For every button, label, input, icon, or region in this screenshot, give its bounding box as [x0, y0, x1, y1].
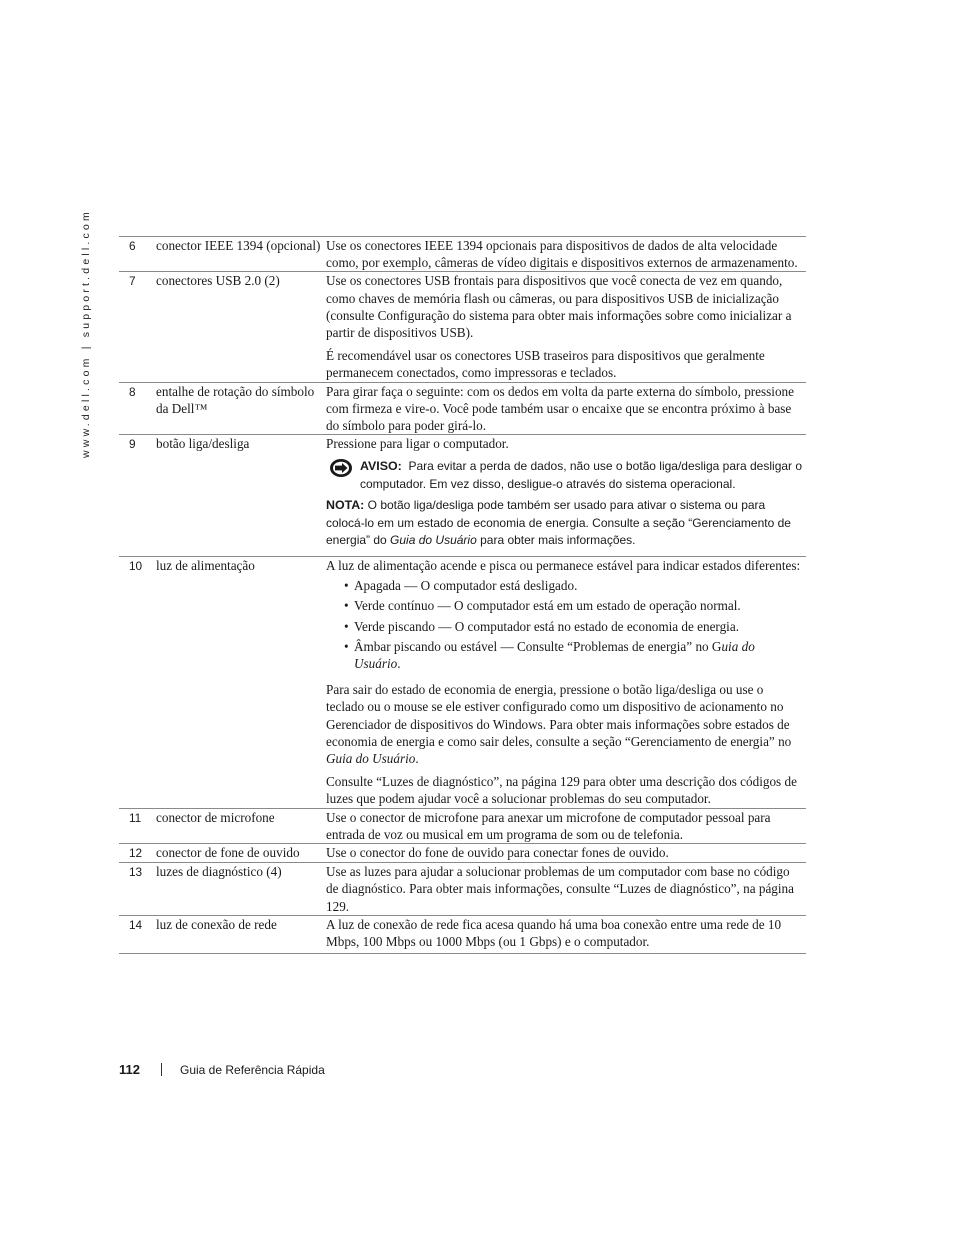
description-text: A luz de conexão de rede fica acesa quando há uma boa conexão entre uma rede de 10 Mbps, 100 Mbps ou 1000 Mbps (ou 1 Gbps) e o computador.	[326, 916, 782, 949]
note-label: NOTA:	[326, 498, 365, 513]
description-text-2	[326, 681, 804, 767]
row-number: 12	[119, 843, 156, 862]
table-row	[119, 843, 806, 862]
bullet-icon: •	[344, 578, 349, 594]
row-number: 6	[119, 237, 156, 272]
description-text: Use as luzes para ajudar a solucionar problemas de um computador com base no código de diagnóstico. Para obter mais informações, consulte “Luzes de diagnóstico”, na página 129.	[326, 864, 795, 914]
note-text-end: para obter mais informações.	[476, 533, 636, 548]
table-row	[119, 237, 806, 272]
notice-arrow-icon	[329, 458, 353, 484]
description-text-2: É recomendável usar os conectores USB traseiros para dispositivos que geralmente permanecem conectados, como impressoras e teclados.	[326, 348, 765, 381]
bullet-icon: •	[344, 638, 349, 654]
sidebar-url: www.dell.com | support.dell.com	[80, 209, 92, 458]
description-text: Use o conector de microfone para anexar um microfone de computador pessoal para entrada de voz ou musical em um programa de som ou de telefonia.	[326, 809, 771, 842]
row-number: 8	[119, 382, 156, 435]
row-name: luzes de diagnóstico (4)	[156, 863, 326, 916]
description-text: Use o conector do fone de ouvido para conectar fones de ouvido.	[326, 844, 669, 860]
bullet-icon: •	[344, 618, 349, 634]
row-description	[326, 382, 806, 435]
row-description	[326, 863, 806, 916]
description-text-3: Consulte “Luzes de diagnóstico”, na página 129 para obter uma descrição dos códigos de luzes que podem ajudar você a solucionar problemas do seu computador.	[326, 774, 797, 807]
row-description	[326, 237, 806, 272]
table-row	[119, 863, 806, 916]
list-item-text: Verde piscando — O computador está no estado de economia de energia.	[354, 618, 739, 634]
list-item	[326, 577, 804, 594]
row-number: 10	[119, 556, 156, 808]
description-italic: Guia do Usuário	[326, 750, 416, 766]
list-item-text: Âmbar piscando ou estável — Consulte “Problemas de energia” no G	[354, 638, 722, 654]
table-row	[119, 808, 806, 843]
notice-text: Para evitar a perda de dados, não use o botão liga/desliga para desligar o computador. Em vez disso, desligue-o através do sistema operacional.	[360, 459, 803, 491]
footer-title: Guia de Referência Rápida	[179, 1063, 325, 1077]
row-number: 11	[119, 808, 156, 843]
list-item-text: Verde contínuo — O computador está em um estado de operação normal.	[354, 598, 741, 614]
notice-block	[326, 458, 804, 493]
table-row	[119, 556, 806, 808]
description-text: Para girar faça o seguinte: com os dedos em volta da parte externa do símbolo, pressione com firmeza e vire-o. Você pode também usar o encaixe que se encontra próximo à base do símbolo para poder girá-lo.	[326, 383, 795, 434]
row-description	[326, 808, 806, 843]
row-description	[326, 272, 806, 382]
row-name: conector de fone de ouvido	[156, 843, 326, 862]
row-number: 13	[119, 863, 156, 916]
list-item	[326, 618, 804, 635]
row-name: entalhe de rotação do símbolo da Dell™	[156, 382, 326, 435]
row-description	[326, 843, 806, 862]
notice-label: AVISO:	[360, 459, 402, 474]
row-description	[326, 556, 806, 808]
row-name: luz de alimentação	[156, 556, 326, 808]
row-number: 14	[119, 915, 156, 953]
page-footer	[119, 1062, 325, 1077]
row-description	[326, 435, 806, 557]
row-name: conector IEEE 1394 (opcional)	[156, 237, 326, 272]
note-text: O botão liga/desliga pode também ser usado para ativar o sistema ou para colocá-lo em um estado de economia de energia. Consulte a seção “Gerenciamento de energia” do	[326, 498, 791, 548]
footer-divider	[161, 1063, 162, 1076]
row-name: conectores USB 2.0 (2)	[156, 272, 326, 382]
table-row	[119, 382, 806, 435]
list-item-text: Apagada — O computador está desligado.	[354, 578, 578, 594]
description-text-2b: .	[415, 750, 419, 766]
description-text: Pressione para ligar o computador.	[326, 436, 509, 452]
row-number: 9	[119, 435, 156, 557]
description-text: Use os conectores IEEE 1394 opcionais para dispositivos de dados de alta velocidade como, por exemplo, câmeras de vídeo digitais e dispositivos externos de armazenamento.	[326, 238, 798, 271]
description-text-2a: Para sair do estado de economia de energia, pressione o botão liga/desliga ou use o teclado ou o mouse se ele estiver configurado como um dispositivo de acionamento no Gerenciador de dispositivos do Windows. Para obter mais informações sobre estados de economia de energia e como sair deles, consulte a seção “Gerenciamento de energia” no	[326, 682, 792, 749]
list-item	[326, 638, 804, 672]
row-name: botão liga/desliga	[156, 435, 326, 557]
list-item-italic: uia do Usuário	[354, 638, 755, 671]
description-text: A luz de alimentação acende e pisca ou permanece estável para indicar estados diferentes:	[326, 557, 801, 573]
bullet-icon: •	[344, 598, 349, 614]
row-name: luz de conexão de rede	[156, 915, 326, 953]
component-table	[119, 236, 806, 954]
list-item	[326, 597, 804, 614]
table-row	[119, 272, 806, 382]
row-description	[326, 915, 806, 953]
table-row	[119, 915, 806, 953]
list-item-text-end: .	[397, 655, 401, 671]
row-number: 7	[119, 272, 156, 382]
note-italic: Guia do Usuário	[390, 533, 477, 548]
row-name: conector de microfone	[156, 808, 326, 843]
state-list	[326, 577, 804, 672]
description-text: Use os conectores USB frontais para dispositivos que você conecta de vez em quando, como chaves de memória flash ou câmeras, ou para dispositivos USB de inicialização (consulte Configuração do sistema para obter mais informações sobre como inicializar a partir de dispositivos USB).	[326, 273, 792, 341]
page-number: 112	[119, 1062, 140, 1077]
note-block	[326, 497, 804, 550]
table-row	[119, 435, 806, 557]
